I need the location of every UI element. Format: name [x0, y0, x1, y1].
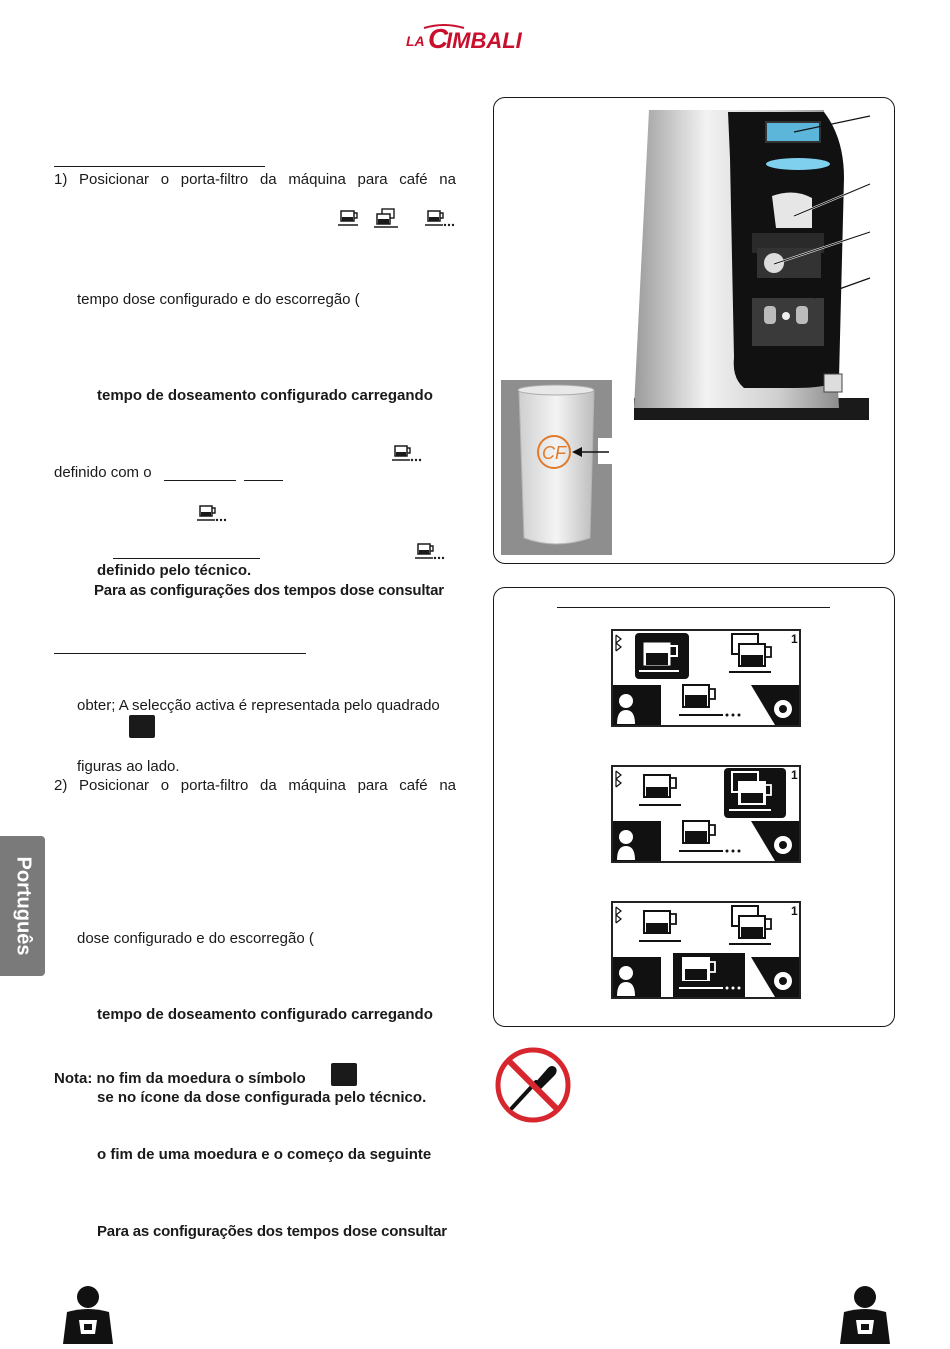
panel-title-rule	[557, 607, 830, 608]
jar-cf-mark: CF	[542, 443, 566, 463]
svg-text:1: 1	[791, 904, 798, 918]
paragraph-1-bold-2: definido pelo técnico.	[97, 562, 252, 579]
double-cup-icon	[374, 207, 402, 234]
svg-text:IMBALI: IMBALI	[446, 28, 522, 53]
paragraph-1-line-2: tempo dose configurado e do escorregão (	[77, 291, 360, 308]
grinder-photo-panel	[493, 97, 895, 564]
note-line-1: Nota: no fim da moedura o símbolo	[54, 1070, 306, 1087]
section-rule-2	[54, 653, 306, 654]
svg-text:C: C	[428, 23, 449, 54]
lcd-screen-double-selected	[611, 765, 801, 863]
paragraph-1-bold: tempo de doseamento configurado carregando	[97, 387, 433, 404]
grinding-symbol-square	[331, 1063, 357, 1086]
paragraph-2-line-1: obter; A selecção activa é representada pelo quadrado	[77, 697, 440, 714]
paragraph-1-line-3: definido com o	[54, 464, 152, 481]
grinder-illustration	[494, 98, 894, 563]
paragraph-2-line-3: 2) Posicionar o porta-filtro da máquina para café na	[54, 777, 456, 794]
brand-logo	[404, 20, 546, 54]
blank-underline	[244, 480, 283, 481]
note-bold-3: Para as configurações dos tempos dose consultar	[97, 1223, 447, 1240]
lcd-screen-single-selected	[611, 629, 801, 727]
single-cup-icon	[338, 209, 360, 232]
paragraph-2-bold: tempo de doseamento configurado carregando	[97, 1006, 433, 1023]
svg-text:LA: LA	[406, 33, 425, 49]
paragraph-2-line-4: dose configurado e do escorregão (	[77, 930, 314, 947]
lcd-screen-continuous-selected	[611, 901, 801, 999]
language-side-tab: Português	[0, 836, 45, 976]
paragraph-1-bold-3: Para as configurações dos tempos dose consultar	[94, 582, 444, 599]
continuous-cup-icon	[415, 542, 445, 567]
section-rule	[113, 558, 260, 559]
continuous-cup-icon	[425, 209, 455, 234]
continuous-cup-icon	[392, 444, 422, 469]
svg-text:1: 1	[791, 768, 798, 782]
blank-underline	[164, 480, 236, 481]
bluetooth-icon	[616, 635, 621, 651]
barista-user-icon	[834, 1286, 896, 1349]
continuous-cup-icon	[197, 504, 227, 529]
paragraph-2-line-2: figuras ao lado.	[77, 758, 180, 775]
svg-text:1: 1	[791, 632, 798, 646]
note-bold-2: o fim de uma moedura e o começo da seguinte	[97, 1146, 432, 1163]
active-selection-square	[129, 715, 155, 738]
barista-user-icon	[57, 1286, 119, 1349]
section-rule-1	[54, 166, 265, 167]
paragraph-1-line-1: 1) Posicionar o porta-filtro da máquina para café na	[54, 171, 456, 188]
prohibited-screwdriver-icon	[494, 1046, 572, 1129]
note-line-2: se no ícone da dose configurada pelo técnico.	[97, 1089, 427, 1106]
